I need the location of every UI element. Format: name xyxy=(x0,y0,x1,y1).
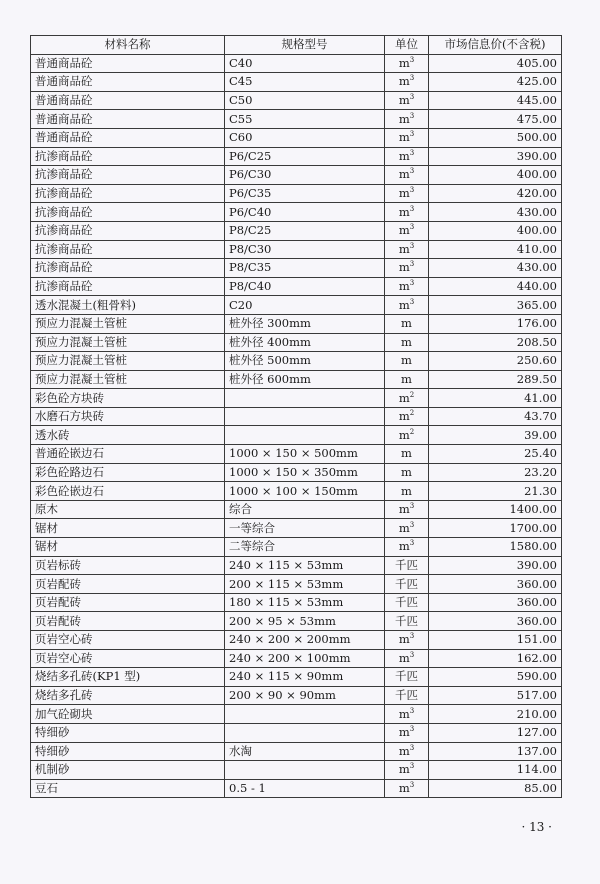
unit-text: m xyxy=(398,520,410,535)
unit-text: m xyxy=(398,186,410,201)
table-row xyxy=(31,742,562,761)
unit-superscript: 3 xyxy=(409,223,415,232)
spec-cell: C45 xyxy=(225,73,385,92)
spec-cell: P8/C40 xyxy=(225,277,385,296)
unit-superscript: 3 xyxy=(409,204,415,213)
table-row xyxy=(31,463,562,482)
table-row xyxy=(31,259,562,278)
unit-cell xyxy=(385,500,429,519)
material-name-cell: 普通商品砼 xyxy=(31,73,225,92)
table-row xyxy=(31,500,562,519)
spec-cell: P6/C35 xyxy=(225,184,385,203)
unit-cell xyxy=(385,742,429,761)
spec-cell: P8/C35 xyxy=(225,259,385,278)
unit-cell xyxy=(385,575,429,594)
unit-text: m xyxy=(398,539,410,554)
table-row xyxy=(31,110,562,129)
unit-cell xyxy=(385,761,429,780)
price-cell: 475.00 xyxy=(429,110,562,129)
unit-superscript: 3 xyxy=(409,279,415,288)
table-row xyxy=(31,705,562,724)
table-row xyxy=(31,352,562,371)
unit-text: m xyxy=(401,371,412,386)
price-cell: 430.00 xyxy=(429,259,562,278)
unit-cell xyxy=(385,407,429,426)
unit-text: m xyxy=(398,204,410,219)
table-row xyxy=(31,556,562,575)
spec-cell: P6/C30 xyxy=(225,166,385,185)
unit-cell xyxy=(385,593,429,612)
table-header xyxy=(31,36,562,55)
price-cell: 176.00 xyxy=(429,314,562,333)
unit-text: m xyxy=(398,74,410,89)
unit-superscript: 3 xyxy=(409,149,415,158)
table-row xyxy=(31,445,562,464)
material-name-cell: 彩色砼嵌边石 xyxy=(31,482,225,501)
unit-cell xyxy=(385,166,429,185)
unit-cell xyxy=(385,91,429,110)
price-cell: 360.00 xyxy=(429,575,562,594)
unit-superscript: 2 xyxy=(409,427,415,436)
spec-cell: 200 × 95 × 53mm xyxy=(225,612,385,631)
material-name-cell: 抗渗商品砼 xyxy=(31,184,225,203)
material-name-cell: 特细砂 xyxy=(31,742,225,761)
unit-cell xyxy=(385,779,429,798)
unit-text: m xyxy=(398,409,410,424)
unit-superscript: 3 xyxy=(409,632,415,641)
unit-cell xyxy=(385,389,429,408)
header-row xyxy=(31,36,562,55)
spec-cell xyxy=(225,761,385,780)
material-name-cell: 彩色砼路边石 xyxy=(31,463,225,482)
table-row xyxy=(31,649,562,668)
spec-cell: 桩外径 400mm xyxy=(225,333,385,352)
unit-text: m xyxy=(401,353,412,368)
unit-superscript: 2 xyxy=(409,409,415,418)
material-name-cell: 水磨石方块砖 xyxy=(31,407,225,426)
material-name-cell: 页岩空心砖 xyxy=(31,649,225,668)
material-name-cell: 抗渗商品砼 xyxy=(31,277,225,296)
unit-text: 千匹 xyxy=(395,576,418,591)
table-row xyxy=(31,519,562,538)
spec-cell: 桩外径 300mm xyxy=(225,314,385,333)
table-row xyxy=(31,147,562,166)
unit-cell xyxy=(385,668,429,687)
unit-text: m xyxy=(398,650,410,665)
unit-text: 千匹 xyxy=(395,613,418,628)
price-cell: 365.00 xyxy=(429,296,562,315)
price-cell: 114.00 xyxy=(429,761,562,780)
unit-superscript: 3 xyxy=(409,781,415,790)
unit-text: 千匹 xyxy=(395,669,418,684)
unit-cell xyxy=(385,203,429,222)
spec-cell: 一等综合 xyxy=(225,519,385,538)
material-name-cell: 抗渗商品砼 xyxy=(31,166,225,185)
material-name-cell: 机制砂 xyxy=(31,761,225,780)
spec-cell: 200 × 90 × 90mm xyxy=(225,686,385,705)
price-cell: 127.00 xyxy=(429,723,562,742)
unit-text: m xyxy=(398,279,410,294)
spec-cell: C50 xyxy=(225,91,385,110)
unit-cell xyxy=(385,73,429,92)
table-row xyxy=(31,73,562,92)
spec-cell xyxy=(225,426,385,445)
material-name-cell: 页岩配砖 xyxy=(31,612,225,631)
unit-cell xyxy=(385,221,429,240)
material-name-cell: 抗渗商品砼 xyxy=(31,259,225,278)
material-name-cell: 烧结多孔砖(KP1 型) xyxy=(31,668,225,687)
material-name-cell: 透水混凝土(粗骨料) xyxy=(31,296,225,315)
price-cell: 85.00 xyxy=(429,779,562,798)
price-cell: 41.00 xyxy=(429,389,562,408)
spec-cell: 240 × 115 × 90mm xyxy=(225,668,385,687)
price-cell: 590.00 xyxy=(429,668,562,687)
unit-text: m xyxy=(398,427,410,442)
spec-cell: P8/C25 xyxy=(225,221,385,240)
price-cell: 390.00 xyxy=(429,147,562,166)
table-row xyxy=(31,296,562,315)
price-cell: 137.00 xyxy=(429,742,562,761)
material-name-cell: 透水砖 xyxy=(31,426,225,445)
price-cell: 500.00 xyxy=(429,128,562,147)
table-row xyxy=(31,668,562,687)
unit-text: m xyxy=(398,167,410,182)
table-row xyxy=(31,91,562,110)
table-row xyxy=(31,221,562,240)
price-cell: 430.00 xyxy=(429,203,562,222)
unit-cell xyxy=(385,463,429,482)
unit-text: m xyxy=(398,781,410,796)
material-name-cell: 豆石 xyxy=(31,779,225,798)
price-cell: 360.00 xyxy=(429,593,562,612)
unit-cell xyxy=(385,538,429,557)
spec-cell: C20 xyxy=(225,296,385,315)
unit-cell xyxy=(385,296,429,315)
unit-text: m xyxy=(398,502,410,517)
unit-superscript: 3 xyxy=(409,167,415,176)
spec-cell xyxy=(225,389,385,408)
price-cell: 289.50 xyxy=(429,370,562,389)
spec-cell: C40 xyxy=(225,54,385,73)
material-name-cell: 普通商品砼 xyxy=(31,54,225,73)
table-row xyxy=(31,166,562,185)
unit-cell xyxy=(385,649,429,668)
price-cell: 405.00 xyxy=(429,54,562,73)
unit-superscript: 3 xyxy=(409,725,415,734)
table-row xyxy=(31,482,562,501)
unit-text: m xyxy=(398,297,410,312)
unit-cell xyxy=(385,333,429,352)
price-cell: 1400.00 xyxy=(429,500,562,519)
unit-superscript: 3 xyxy=(409,539,415,548)
price-cell: 400.00 xyxy=(429,166,562,185)
unit-cell xyxy=(385,184,429,203)
table-row xyxy=(31,779,562,798)
material-name-cell: 普通砼嵌边石 xyxy=(31,445,225,464)
unit-superscript: 3 xyxy=(409,93,415,102)
spec-cell: 桩外径 600mm xyxy=(225,370,385,389)
table-row xyxy=(31,612,562,631)
material-name-cell: 页岩配砖 xyxy=(31,575,225,594)
price-cell: 410.00 xyxy=(429,240,562,259)
material-name-cell: 彩色砼方块砖 xyxy=(31,389,225,408)
unit-text: m xyxy=(398,93,410,108)
price-cell: 360.00 xyxy=(429,612,562,631)
price-cell: 440.00 xyxy=(429,277,562,296)
spec-cell: 1000 × 100 × 150mm xyxy=(225,482,385,501)
table-row xyxy=(31,407,562,426)
unit-superscript: 3 xyxy=(409,520,415,529)
spec-cell: 200 × 115 × 53mm xyxy=(225,575,385,594)
table-row xyxy=(31,314,562,333)
table-row xyxy=(31,184,562,203)
table-row xyxy=(31,761,562,780)
unit-cell xyxy=(385,370,429,389)
unit-superscript: 3 xyxy=(409,744,415,753)
material-name-cell: 抗渗商品砼 xyxy=(31,203,225,222)
material-name-cell: 普通商品砼 xyxy=(31,128,225,147)
material-name-cell: 抗渗商品砼 xyxy=(31,240,225,259)
page-number: · 13 · xyxy=(521,820,552,834)
unit-cell xyxy=(385,277,429,296)
unit-cell xyxy=(385,128,429,147)
unit-cell xyxy=(385,556,429,575)
unit-superscript: 3 xyxy=(409,186,415,195)
material-name-cell: 预应力混凝土管桩 xyxy=(31,314,225,333)
price-cell: 400.00 xyxy=(429,221,562,240)
unit-cell xyxy=(385,723,429,742)
price-cell: 390.00 xyxy=(429,556,562,575)
material-name-cell: 抗渗商品砼 xyxy=(31,147,225,166)
header-price: 市场信息价(不含税) xyxy=(429,36,562,55)
unit-cell xyxy=(385,147,429,166)
material-name-cell: 锯材 xyxy=(31,519,225,538)
price-cell: 210.00 xyxy=(429,705,562,724)
material-name-cell: 原木 xyxy=(31,500,225,519)
spec-cell xyxy=(225,723,385,742)
unit-superscript: 3 xyxy=(409,242,415,250)
table-row xyxy=(31,54,562,73)
unit-text: m xyxy=(398,390,410,405)
table-row xyxy=(31,128,562,147)
unit-cell xyxy=(385,705,429,724)
unit-cell xyxy=(385,612,429,631)
unit-cell xyxy=(385,54,429,73)
table-row xyxy=(31,426,562,445)
unit-cell xyxy=(385,482,429,501)
spec-cell: P6/C25 xyxy=(225,147,385,166)
unit-cell xyxy=(385,240,429,259)
spec-cell: C60 xyxy=(225,128,385,147)
unit-text: m xyxy=(398,111,410,126)
spec-cell: P6/C40 xyxy=(225,203,385,222)
unit-text: m xyxy=(401,483,412,498)
material-name-cell: 锯材 xyxy=(31,538,225,557)
table-row xyxy=(31,631,562,650)
material-name-cell: 页岩空心砖 xyxy=(31,631,225,650)
unit-text: m xyxy=(398,743,410,758)
unit-cell xyxy=(385,519,429,538)
spec-cell: 1000 × 150 × 500mm xyxy=(225,445,385,464)
unit-superscript: 3 xyxy=(409,74,415,83)
unit-text: m xyxy=(398,725,410,740)
price-cell: 23.20 xyxy=(429,463,562,482)
material-name-cell: 预应力混凝土管桩 xyxy=(31,352,225,371)
unit-superscript: 3 xyxy=(409,502,415,511)
table-row xyxy=(31,240,562,259)
unit-superscript: 3 xyxy=(409,130,415,139)
spec-cell: P8/C30 xyxy=(225,240,385,259)
material-name-cell: 烧结多孔砖 xyxy=(31,686,225,705)
table-row xyxy=(31,575,562,594)
price-cell: 420.00 xyxy=(429,184,562,203)
material-name-cell: 普通商品砼 xyxy=(31,110,225,129)
unit-cell xyxy=(385,314,429,333)
price-cell: 250.60 xyxy=(429,352,562,371)
price-cell: 39.00 xyxy=(429,426,562,445)
unit-text: m xyxy=(401,446,412,461)
unit-text: m xyxy=(398,260,410,275)
spec-cell: 1000 × 150 × 350mm xyxy=(225,463,385,482)
table-row xyxy=(31,277,562,296)
unit-cell xyxy=(385,110,429,129)
material-name-cell: 加气砼砌块 xyxy=(31,705,225,724)
material-name-cell: 特细砂 xyxy=(31,723,225,742)
price-cell: 25.40 xyxy=(429,445,562,464)
unit-superscript: 3 xyxy=(409,706,415,715)
price-cell: 1700.00 xyxy=(429,519,562,538)
table-row xyxy=(31,593,562,612)
unit-text: m xyxy=(398,55,410,70)
price-cell: 425.00 xyxy=(429,73,562,92)
unit-text: m xyxy=(398,130,410,145)
price-cell: 1580.00 xyxy=(429,538,562,557)
unit-cell xyxy=(385,259,429,278)
material-name-cell: 普通商品砼 xyxy=(31,91,225,110)
unit-cell xyxy=(385,426,429,445)
spec-cell: 综合 xyxy=(225,500,385,519)
spec-cell: 240 × 200 × 100mm xyxy=(225,649,385,668)
spec-cell xyxy=(225,705,385,724)
unit-text: 千匹 xyxy=(395,557,418,572)
spec-cell: 桩外径 500mm xyxy=(225,352,385,371)
unit-superscript: 3 xyxy=(409,111,415,120)
unit-superscript: 3 xyxy=(409,56,415,65)
unit-text: m xyxy=(401,464,412,479)
table-row xyxy=(31,370,562,389)
material-name-cell: 预应力混凝土管桩 xyxy=(31,370,225,389)
price-cell: 208.50 xyxy=(429,333,562,352)
table-body xyxy=(31,54,562,798)
unit-text: m xyxy=(398,223,410,238)
unit-superscript: 3 xyxy=(409,651,415,660)
price-cell: 21.30 xyxy=(429,482,562,501)
price-table xyxy=(30,35,562,798)
unit-text: m xyxy=(401,334,412,349)
spec-cell: 0.5 - 1 xyxy=(225,779,385,798)
table-row xyxy=(31,538,562,557)
table-row xyxy=(31,723,562,742)
material-name-cell: 页岩标砖 xyxy=(31,556,225,575)
unit-superscript: 3 xyxy=(409,260,415,269)
spec-cell: 二等综合 xyxy=(225,538,385,557)
price-cell: 43.70 xyxy=(429,407,562,426)
unit-cell xyxy=(385,352,429,371)
unit-text: m xyxy=(398,148,410,163)
material-name-cell: 页岩配砖 xyxy=(31,593,225,612)
price-cell: 162.00 xyxy=(429,649,562,668)
table-row xyxy=(31,203,562,222)
spec-cell: 180 × 115 × 53mm xyxy=(225,593,385,612)
spec-cell: 240 × 115 × 53mm xyxy=(225,556,385,575)
unit-text: m xyxy=(398,632,410,647)
spec-cell: C55 xyxy=(225,110,385,129)
material-name-cell: 抗渗商品砼 xyxy=(31,221,225,240)
unit-cell xyxy=(385,445,429,464)
table-row xyxy=(31,333,562,352)
price-cell: 517.00 xyxy=(429,686,562,705)
unit-text: m xyxy=(401,316,412,331)
unit-superscript: 2 xyxy=(409,390,415,399)
unit-text: m xyxy=(398,241,410,256)
header-material-name: 材料名称 xyxy=(31,36,225,55)
table-row xyxy=(31,389,562,408)
unit-superscript: 3 xyxy=(409,297,415,306)
unit-text: m xyxy=(398,762,410,777)
unit-cell xyxy=(385,686,429,705)
price-cell: 151.00 xyxy=(429,631,562,650)
header-unit: 单位 xyxy=(385,36,429,55)
unit-text: 千匹 xyxy=(395,688,418,703)
table-row xyxy=(31,686,562,705)
unit-cell xyxy=(385,631,429,650)
spec-cell: 240 × 200 × 200mm xyxy=(225,631,385,650)
unit-text: 千匹 xyxy=(395,595,418,610)
unit-text: m xyxy=(398,706,410,721)
material-name-cell: 预应力混凝土管桩 xyxy=(31,333,225,352)
spec-cell xyxy=(225,407,385,426)
unit-superscript: 3 xyxy=(409,762,415,771)
header-spec: 规格型号 xyxy=(225,36,385,55)
price-cell: 445.00 xyxy=(429,91,562,110)
spec-cell: 水淘 xyxy=(225,742,385,761)
